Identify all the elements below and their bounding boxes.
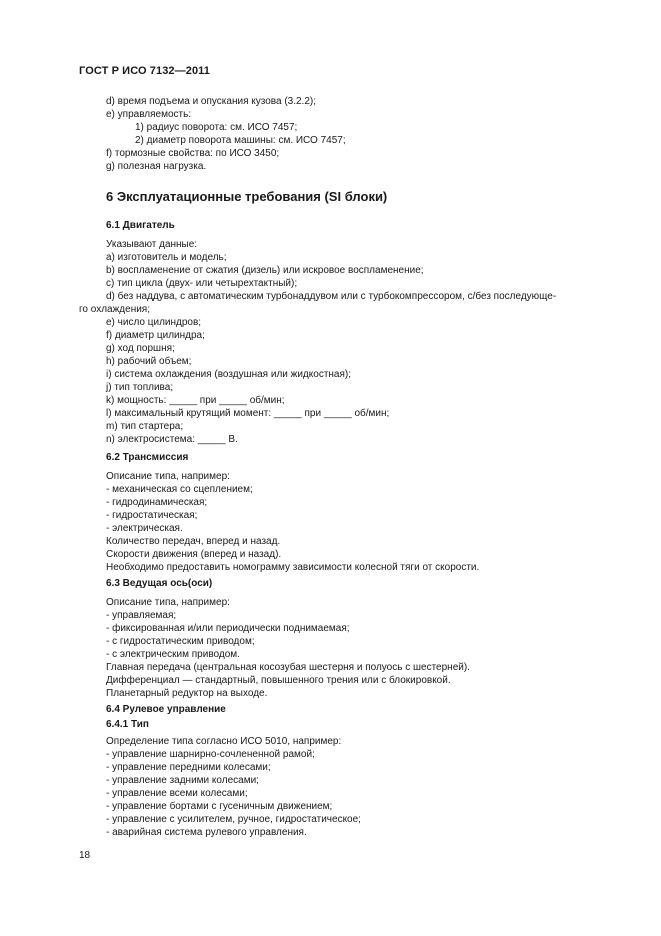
list-item: - с электрическим приводом.: [106, 649, 240, 660]
list-item: - управление с усилителем, ручное, гидростатическое;: [106, 814, 361, 825]
list-item: g) полезная нагрузка.: [106, 161, 207, 172]
subsection-heading: 6.1 Двигатель: [106, 220, 175, 231]
text-line: Необходимо предоставить номограмму зависимости колесной тяги от скорости.: [106, 562, 480, 573]
list-item: - управление всеми колесами;: [106, 788, 248, 799]
section-heading: 6 Эксплуатационные требования (SI блоки): [106, 189, 388, 204]
list-item: е) управляемость:: [106, 109, 192, 120]
list-item: g) ход поршня;: [106, 343, 175, 354]
list-item: 2) диаметр поворота машины: см. ИСО 7457;: [135, 135, 346, 146]
text-line: Определение типа согласно ИСО 5010, например:: [106, 736, 342, 747]
list-item: - управление передними колесами;: [106, 762, 271, 773]
subsection-heading: 6.3 Ведущая ось(оси): [106, 578, 213, 589]
list-item: i) система охлаждения (воздушная или жидкостная);: [106, 369, 352, 380]
text-line: Планетарный редуктор на выходе.: [106, 688, 268, 699]
page-number: 18: [79, 850, 91, 861]
list-item: d) без наддува, с автоматическим турбонаддувом или с турбокомпрессором, с/без последующе-: [106, 291, 557, 302]
text-line: Описание типа, например:: [106, 597, 230, 608]
subsection-heading: 6.4.1 Тип: [106, 719, 149, 730]
text-line: Описание типа, например:: [106, 471, 230, 482]
text-line: Указывают данные:: [106, 239, 198, 250]
text-line: Скорости движения (вперед и назад).: [106, 549, 282, 560]
list-item: - гидростатическая;: [106, 510, 198, 521]
subsection-heading: 6.4 Рулевое управление: [106, 704, 226, 715]
list-item: n) электросистема: _____ В.: [106, 434, 238, 445]
list-item: а) изготовитель и модель;: [106, 252, 227, 263]
subsection-heading: 6.2 Трансмиссия: [106, 452, 189, 463]
list-item: - управление задними колесами;: [106, 775, 259, 786]
list-item: k) мощность: _____ при _____ об/мин;: [106, 395, 285, 406]
list-item: - с гидростатическим приводом;: [106, 636, 255, 647]
list-item: b) воспламенение от сжатия (дизель) или искровое воспламенение;: [106, 265, 424, 276]
list-item: d) время подъема и опускания кузова (3.2.2);: [106, 96, 316, 107]
list-item: f) тормозные свойства: по ИСО 3450;: [106, 148, 280, 159]
text-line: Дифференциал — стандартный, повышенного трения или с блокировкой.: [106, 675, 451, 686]
list-item: j) тип топлива;: [106, 382, 174, 393]
document-header: ГОСТ Р ИСО 7132—2011: [79, 65, 211, 77]
list-item: l) максимальный крутящий момент: _____ при _____ об/мин;: [106, 408, 390, 419]
list-item: - управляемая;: [106, 610, 177, 621]
list-item: 1) радиус поворота: см. ИСО 7457;: [135, 122, 298, 133]
list-item: - механическая со сцеплением;: [106, 484, 253, 495]
text-line: Главная передача (центральная косозубая шестерня и полуось с шестерней).: [106, 662, 470, 673]
list-item: f) диаметр цилиндра;: [106, 330, 205, 341]
list-item: - управление бортами с гусеничным движением;: [106, 801, 333, 812]
list-item: е) число цилиндров;: [106, 317, 202, 328]
list-item: - электрическая.: [106, 523, 183, 534]
text-line: Количество передач, вперед и назад.: [106, 536, 281, 547]
list-item: m) тип стартера;: [106, 421, 184, 432]
list-item: с) тип цикла (двух- или четырехтактный);: [106, 278, 298, 289]
list-item: - управление шарнирно-сочлененной рамой;: [106, 749, 315, 760]
list-item: - аварийная система рулевого управления.: [106, 827, 307, 838]
list-item-continuation: го охлаждения;: [79, 304, 151, 315]
list-item: - фиксированная и/или периодически поднимаемая;: [106, 623, 350, 634]
list-item: h) рабочий объем;: [106, 356, 192, 367]
list-item: - гидродинамическая;: [106, 497, 208, 508]
